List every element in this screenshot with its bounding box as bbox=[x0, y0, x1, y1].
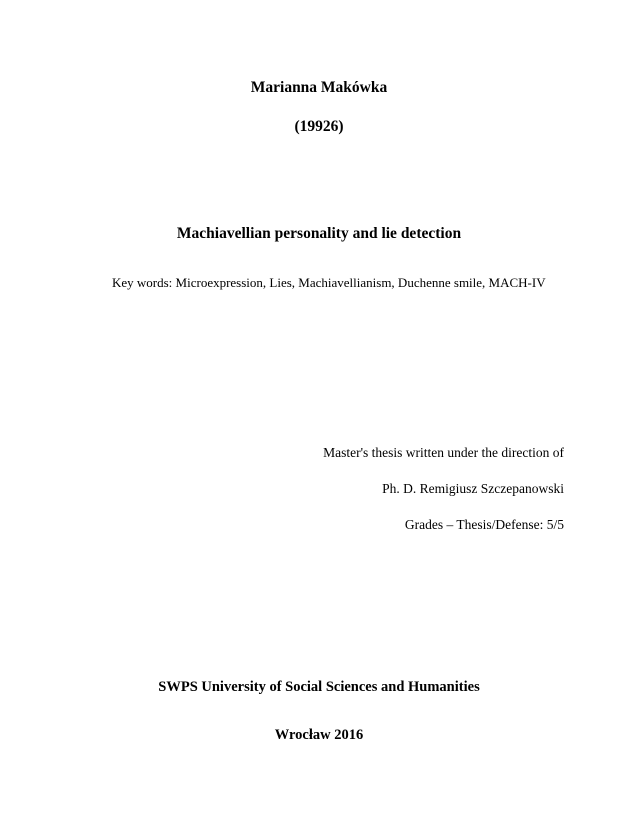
keywords-line: Key words: Microexpression, Lies, Machiavellianism, Duchenne smile, MACH-IV bbox=[112, 275, 546, 290]
supervision-statement: Master's thesis written under the direction of bbox=[323, 445, 564, 460]
university-name: SWPS University of Social Sciences and Humanities bbox=[158, 679, 480, 695]
author-name: Marianna Makówka bbox=[250, 79, 388, 96]
place-and-year: Wrocław 2016 bbox=[274, 727, 364, 743]
grades-line: Grades – Thesis/Defense: 5/5 bbox=[404, 517, 564, 532]
thesis-title: Machiavellian personality and lie detection bbox=[176, 225, 462, 242]
student-id: (19926) bbox=[294, 118, 344, 135]
supervisor-name: Ph. D. Remigiusz Szczepanowski bbox=[382, 481, 564, 496]
